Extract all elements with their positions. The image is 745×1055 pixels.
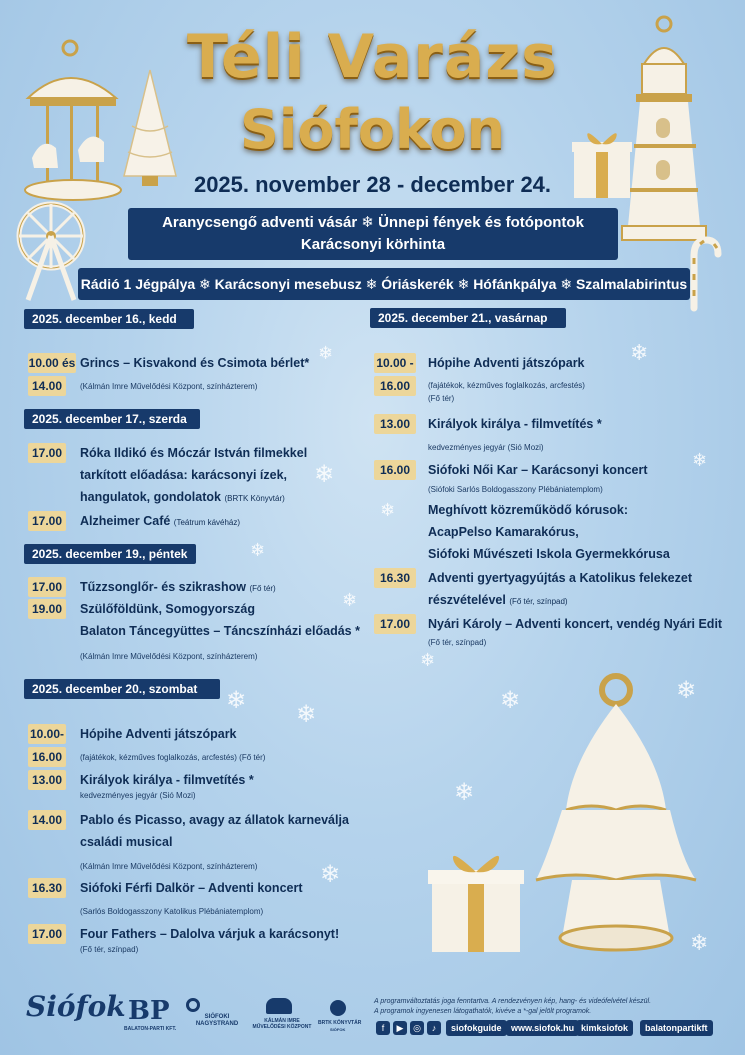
snowflake-icon: ❄ <box>560 276 573 292</box>
event-title: Grincs – Kisvakond és Csimota bérlet* <box>80 356 310 370</box>
event-time: 17.00 <box>28 443 66 463</box>
attraction-lights-photo-points: Ünnepi fények és fotópontok <box>378 214 584 231</box>
event-time: 14.00 <box>28 376 66 396</box>
brtk-logo-mark <box>330 1000 346 1016</box>
snowflake-icon: ❄ <box>199 276 211 292</box>
event-time: 13.00 <box>28 770 66 790</box>
kimk-logo: KÁLMÁN IMRE MŰVELŐDÉSI KÖZPONT <box>252 1018 312 1030</box>
event-time: 16.00 <box>374 460 416 480</box>
event-title: Királyok királya - filmvetítés * <box>428 417 602 431</box>
snowflake-icon: ❄ <box>320 861 341 888</box>
day-header-dec20: 2025. december 20., szombat <box>24 679 220 699</box>
snowflake-icon: ❄ <box>296 701 317 728</box>
event-time: 16.00 <box>374 376 416 396</box>
event-location: (Siófoki Sarlós Boldogasszony Plébániatemplom) <box>428 485 603 494</box>
event-title <box>428 590 568 612</box>
event-title: Nyári Károly – Adventi koncert, vendég Nyári Edit <box>428 617 723 631</box>
snowflake-icon: ❄ <box>314 461 335 488</box>
event-location: (Sarlós Boldogasszony Katolikus Plébániatemplom) <box>80 907 264 916</box>
event-location: (Teátrum kávéház) <box>173 518 241 527</box>
event-title: Királyok királya - filmvetítés * <box>80 773 254 787</box>
event-location: (Kálmán Imre Művelődési Központ, színházterem) <box>80 382 258 391</box>
event-time: 13.00 <box>374 414 416 434</box>
snowflake-icon: ❄ <box>318 343 334 363</box>
day-header-dec21: 2025. december 21., vasárnap <box>370 308 566 328</box>
attraction-advent-market: Aranycsengő adventi vásár <box>162 214 358 231</box>
kimk-logo-mark <box>266 998 292 1014</box>
event-time: 19.00 <box>28 599 66 619</box>
snowflake-icon: ❄ <box>676 677 697 704</box>
snowflake-icon: ❄ <box>420 650 436 670</box>
event-time: 16.30 <box>374 568 416 588</box>
tiktok-icon[interactable]: ♪ <box>427 1021 441 1035</box>
event-title: Hópihe Adventi játszópark <box>428 356 585 370</box>
event-title: Hópihe Adventi játszópark <box>80 727 237 741</box>
event-title-text: Alzheimer Café <box>80 514 171 528</box>
event-title: Adventi gyertyagyújtás a Katolikus felekezet <box>428 571 692 585</box>
social-handle-kimksiofok[interactable]: kimksiofok <box>576 1020 633 1036</box>
event-time: 17.00 <box>28 511 66 531</box>
event-title: Szülőföldünk, Somogyország <box>80 602 256 616</box>
poster-title-line-2: Siófokon <box>239 98 506 161</box>
attraction-carousel: Karácsonyi körhinta <box>300 236 446 253</box>
event-time: 10.00 és <box>28 353 76 373</box>
footer-free-entry-note: A programok ingyenesen látogathatók, kivéve a *-gal jelölt programok. <box>374 1008 592 1015</box>
event-location: (Fő tér, színpad) <box>509 597 568 606</box>
snowflake-icon: ❄ <box>457 276 470 292</box>
social-handle-balatonpartikft[interactable]: balatonpartikft <box>640 1020 713 1036</box>
event-title <box>80 577 276 599</box>
candy-cane-decoration <box>684 236 724 312</box>
day-header-dec16: 2025. december 16., kedd <box>24 309 194 329</box>
event-time: 16.00 <box>28 747 66 767</box>
event-title: Four Fathers – Dalolva várjuk a karácsonyt! <box>80 927 340 941</box>
website-link[interactable]: www.siofok.hu <box>506 1020 579 1036</box>
event-location: (Fő tér) <box>249 584 276 593</box>
event-location: (fajátékok, kézműves foglalkozás, arcfestés) <box>428 381 585 390</box>
facebook-icon[interactable]: f <box>376 1021 390 1035</box>
event-title: Balaton Táncegyüttes – Táncszínházi előadás * <box>80 624 360 638</box>
strand-logo-mark <box>186 998 200 1012</box>
snowflake-icon: ❄ <box>630 340 649 365</box>
activity-ice-rink: Rádió 1 Jégpálya <box>80 276 196 292</box>
strand-logo: SIÓFOKI NAGYSTRAND <box>195 1014 239 1027</box>
event-location: (Kálmán Imre Művelődési Központ, színházterem) <box>80 652 258 661</box>
event-time: 16.30 <box>28 878 66 898</box>
snowflake-icon: ❄ <box>690 930 709 955</box>
event-title-text: Tűzzsonglőr- és szikrashow <box>80 580 247 594</box>
snowflake-icon: ❄ <box>454 779 475 806</box>
social-handle-siofokguide[interactable]: siofokguide <box>446 1020 507 1036</box>
event-location: (Fő tér, színpad) <box>80 945 139 954</box>
day-header-dec17: 2025. december 17., szerda <box>24 409 200 429</box>
event-title: Meghívott közreműködő kórusok: <box>428 503 629 517</box>
youtube-icon[interactable]: ▶ <box>393 1021 407 1035</box>
big-tree-decoration <box>532 670 702 960</box>
event-location: (Kálmán Imre Művelődési Központ, színházterem) <box>80 862 258 871</box>
event-title <box>80 487 285 509</box>
day-header-dec19: 2025. december 19., péntek <box>24 544 196 564</box>
gift-box-bottom-decoration <box>426 846 526 956</box>
snowflake-icon: ❄ <box>250 540 266 560</box>
snowflake-icon: ❄ <box>692 450 708 470</box>
event-time: 10.00 - <box>374 353 416 373</box>
event-title: Pablo és Picasso, avagy az állatok karneválja <box>80 813 349 827</box>
event-time: 10.00- <box>28 724 66 744</box>
siofok-logo: Siófok <box>26 990 126 1023</box>
event-time: 17.00 <box>28 577 66 597</box>
event-location: (Fő tér, színpad) <box>428 638 487 647</box>
event-title: családi musical <box>80 835 173 849</box>
event-time: 17.00 <box>28 924 66 944</box>
event-location: (Fő tér) <box>428 394 455 403</box>
brtk-logo-subtitle: SIÓFOK <box>330 1027 346 1032</box>
snowflake-icon: ❄ <box>361 214 374 231</box>
snowflake-icon: ❄ <box>380 500 396 520</box>
event-time: 17.00 <box>374 614 416 634</box>
event-location: (BRTK Könyvtár) <box>224 494 285 503</box>
bp-logo: BP <box>128 996 170 1026</box>
ferris-wheel-decoration <box>14 196 88 304</box>
event-location: (fajátékok, kézműves foglalkozás, arcfestés) (Fő tér) <box>80 753 266 762</box>
activity-tale-bus: Karácsonyi mesebusz <box>214 276 362 292</box>
event-title: Siófoki Női Kar – Karácsonyi koncert <box>428 463 648 477</box>
event-title-text: részvételével <box>428 593 506 607</box>
brtk-logo: BRTK KÖNYVTÁR <box>318 1020 362 1026</box>
event-location: kedvezményes jegyár (Sió Mozi) <box>80 791 196 800</box>
event-title-text: hangulatok, gondolatok <box>80 490 221 504</box>
footer-disclaimer: A programváltoztatás joga fenntartva. A rendezvényen kép, hang- és videófelvétel készül. <box>374 998 652 1005</box>
event-title: Siófoki Férfi Dalkör – Adventi koncert <box>80 881 303 895</box>
main-attractions-banner <box>128 208 618 260</box>
snowflake-icon: ❄ <box>226 687 247 714</box>
event-title: AcapPelso Kamarakórus, <box>428 525 579 539</box>
instagram-icon[interactable]: ◎ <box>410 1021 424 1035</box>
activity-snow-tubing: Hófánkpálya <box>473 276 557 292</box>
event-dates: 2025. november 28 - december 24. <box>193 172 552 197</box>
snowflake-icon: ❄ <box>342 590 358 610</box>
poster-title-line-1: Téli Varázs <box>186 22 559 92</box>
event-location: kedvezményes jegyár (Sió Mozi) <box>428 443 544 452</box>
event-time: 14.00 <box>28 810 66 830</box>
event-title: Siófoki Művészeti Iskola Gyermekkórusa <box>428 547 670 561</box>
event-title: Róka Ildikó és Móczár István filmekkel <box>80 446 308 460</box>
activity-ferris-wheel: Óriáskerék <box>381 276 454 292</box>
bp-logo-subtitle: BALATON-PARTI KFT. <box>124 1026 177 1032</box>
snowflake-icon: ❄ <box>365 276 378 292</box>
activities-banner <box>78 268 690 300</box>
snowflake-icon: ❄ <box>500 687 521 714</box>
event-title <box>80 511 240 533</box>
event-title: tarkított előadása: karácsonyi ízek, <box>80 468 288 482</box>
activity-straw-maze: Szalmalabirintus <box>575 276 688 292</box>
